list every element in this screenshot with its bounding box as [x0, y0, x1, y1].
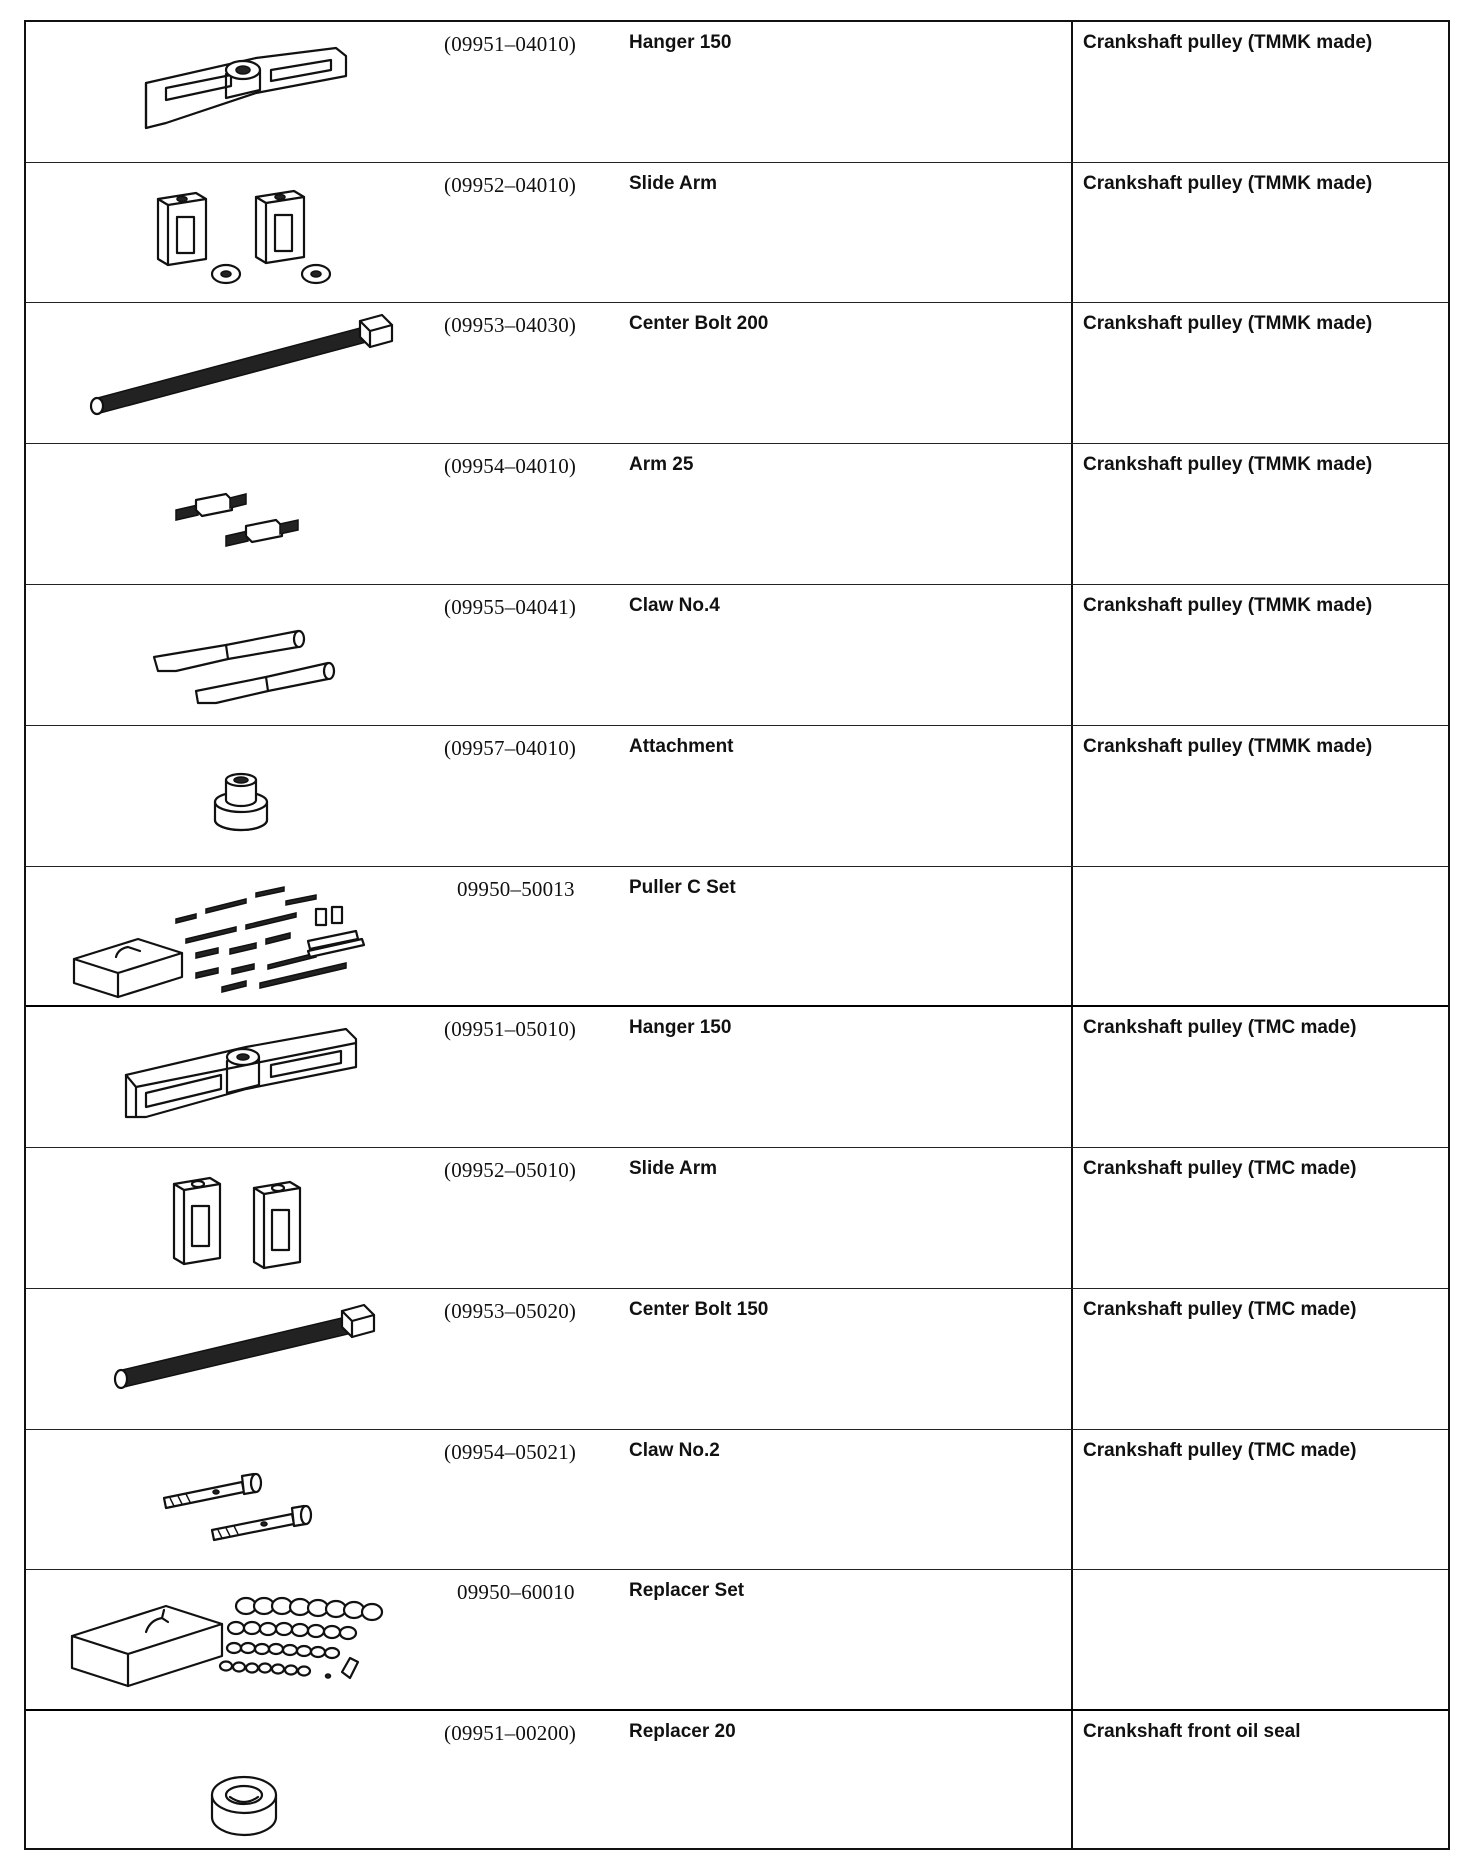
attachment-icon [26, 726, 436, 867]
part-number: (09955–04041) [444, 595, 577, 619]
table-row [26, 1570, 1448, 1711]
tool-use: Crankshaft pulley (TMC made) [1083, 1158, 1357, 1179]
part-number: (09951–05010) [444, 1017, 577, 1041]
tool-name: Puller C Set [629, 877, 736, 898]
table-row [26, 22, 1448, 163]
table-row [26, 585, 1448, 726]
hanger-icon [26, 22, 436, 163]
tool-name: Arm 25 [629, 454, 694, 475]
tool-use: Crankshaft pulley (TMMK made) [1083, 313, 1373, 334]
slide-arm-icon [26, 1148, 436, 1289]
hanger-icon [26, 1007, 436, 1148]
tool-use: Crankshaft pulley (TMMK made) [1083, 736, 1373, 757]
replacer-icon [26, 1711, 436, 1848]
puller-set-icon [26, 867, 436, 1007]
tool-use: Crankshaft pulley (TMC made) [1083, 1299, 1357, 1320]
tool-name: Hanger 150 [629, 1017, 732, 1038]
tool-use: Crankshaft pulley (TMC made) [1083, 1440, 1357, 1461]
table-row [26, 444, 1448, 585]
tool-use: Crankshaft pulley (TMMK made) [1083, 32, 1373, 53]
part-number: (09953–05020) [444, 1299, 577, 1323]
arm-icon [26, 444, 436, 585]
center-bolt-icon [26, 303, 436, 444]
tool-use: Crankshaft pulley (TMMK made) [1083, 173, 1373, 194]
table-row [26, 1148, 1448, 1289]
part-number: 09950–50013 [457, 877, 575, 901]
table-row [26, 1289, 1448, 1430]
tool-use: Crankshaft pulley (TMMK made) [1083, 454, 1373, 475]
tool-name: Claw No.4 [629, 595, 720, 616]
table-row [26, 726, 1448, 867]
tool-name: Attachment [629, 736, 734, 757]
part-number: (09954–04010) [444, 454, 577, 478]
tool-use: Crankshaft pulley (TMC made) [1083, 1017, 1357, 1038]
tool-use: Crankshaft front oil seal [1083, 1721, 1301, 1742]
tool-name: Center Bolt 150 [629, 1299, 769, 1320]
part-number: (09957–04010) [444, 736, 577, 760]
claw-bolt-icon [26, 1430, 436, 1570]
part-number: (09951–00200) [444, 1721, 577, 1745]
part-number: 09950–60010 [457, 1580, 575, 1604]
tool-name: Claw No.2 [629, 1440, 720, 1461]
tool-name: Slide Arm [629, 173, 717, 194]
claw-icon [26, 585, 436, 726]
tool-name: Replacer 20 [629, 1721, 736, 1742]
tool-name: Center Bolt 200 [629, 313, 769, 334]
part-number: (09952–05010) [444, 1158, 577, 1182]
table-row [26, 867, 1448, 1007]
table-row [26, 303, 1448, 444]
special-service-tools-table [24, 20, 1450, 1850]
slide-arm-icon [26, 163, 436, 303]
tool-name: Replacer Set [629, 1580, 745, 1601]
tool-use: Crankshaft pulley (TMMK made) [1083, 595, 1373, 616]
part-number: (09953–04030) [444, 313, 577, 337]
table-row [26, 163, 1448, 303]
part-number: (09952–04010) [444, 173, 577, 197]
tool-name: Slide Arm [629, 1158, 717, 1179]
table-row [26, 1007, 1448, 1148]
part-number: (09954–05021) [444, 1440, 577, 1464]
replacer-set-icon [26, 1570, 436, 1711]
center-bolt-icon [26, 1289, 436, 1430]
table-row [26, 1430, 1448, 1570]
part-number: (09951–04010) [444, 32, 577, 56]
tool-name: Hanger 150 [629, 32, 732, 53]
table-row [26, 1711, 1448, 1848]
